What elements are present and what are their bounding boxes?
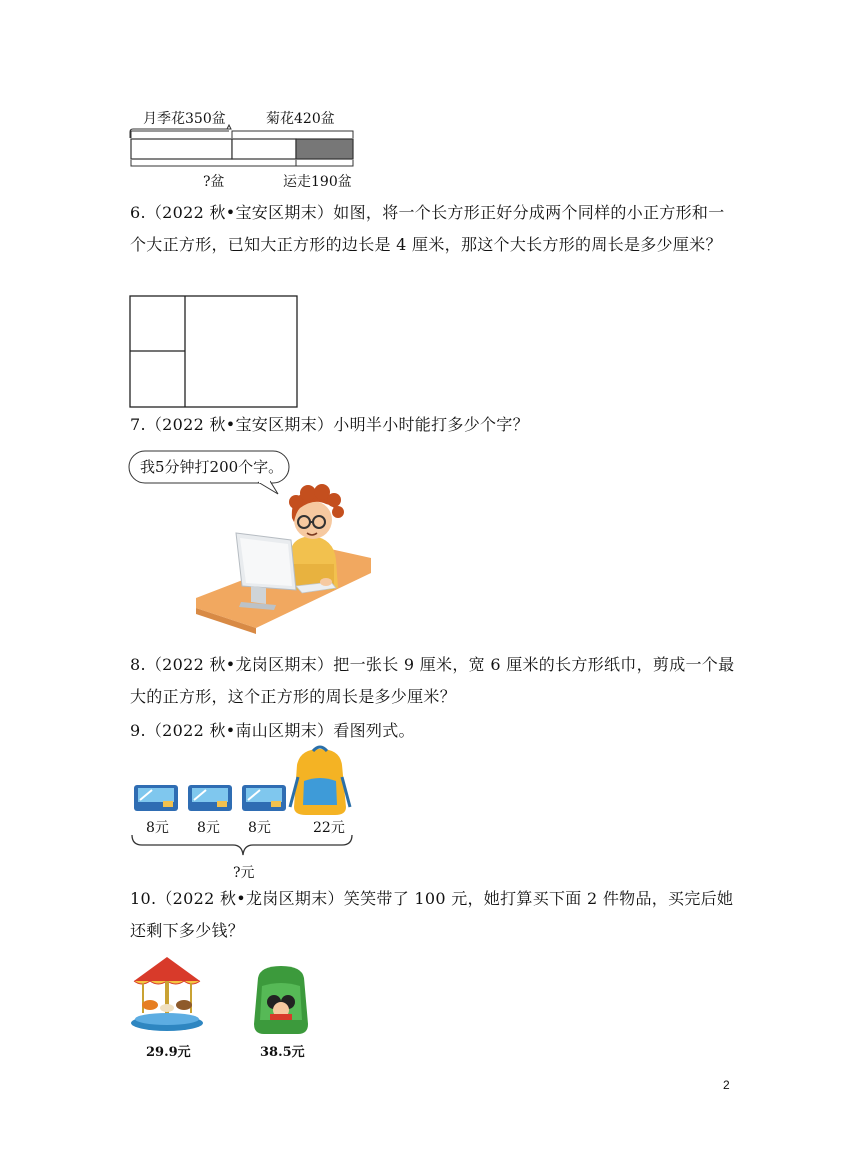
price-pencil-case-3: 8元 [248,820,271,836]
question-7: 7.（2022 秋•宝安区期末）小明半小时能打多少个字？ [130,415,529,434]
pencil-case-icon [134,785,178,811]
pencil-case-icon [242,785,286,811]
question-6: 6.（2022 秋•宝安区期末）如图，将一个长方形正好分成两个同样的小正方形和一个大正方形，已知大正方形的边长是 4 厘米，那这个大长方形的周长是多少厘米？ [130,203,725,254]
pencil-cases-and-backpack-illustration [130,747,360,822]
label-moved-pots: 运走190盆 [283,174,352,190]
rectangle-squares-figure [129,295,299,410]
total-brace [128,833,358,863]
label-unknown-pots: ?盆 [203,174,225,190]
carousel-toy-illustration [128,953,206,1033]
question-9: 9.（2022 秋•南山区期末）看图列式。 [130,721,415,740]
page-number: 2 [723,1078,730,1092]
question-10: 10.（2022 秋•龙岗区期末）笑笑带了 100 元，她打算买下面 2 件物品，买完后她还剩下多少钱？ [130,889,734,940]
green-backpack-illustration [250,964,312,1038]
price-pencil-case-2: 8元 [197,820,220,836]
question-8: 8.（2022 秋•龙岗区期末）把一张长 9 厘米，宽 6 厘米的长方形纸巾，剪成一个最大的正方形，这个正方形的周长是多少厘米？ [130,655,735,706]
label-rose: 月季花350盆 [143,111,226,127]
total-unknown-price: ?元 [233,865,255,881]
price-backpack: 22元 [313,820,345,836]
price-carousel: 29.9元 [146,1045,191,1060]
speech-text: 我5分钟打200个字。 [140,458,284,476]
label-chrysanthemum: 菊花420盆 [266,111,335,127]
pencil-case-icon [188,785,232,811]
price-green-backpack: 38.5元 [260,1045,305,1060]
boy-at-computer-illustration [196,478,376,638]
price-pencil-case-1: 8元 [146,820,169,836]
backpack-icon [290,747,350,815]
